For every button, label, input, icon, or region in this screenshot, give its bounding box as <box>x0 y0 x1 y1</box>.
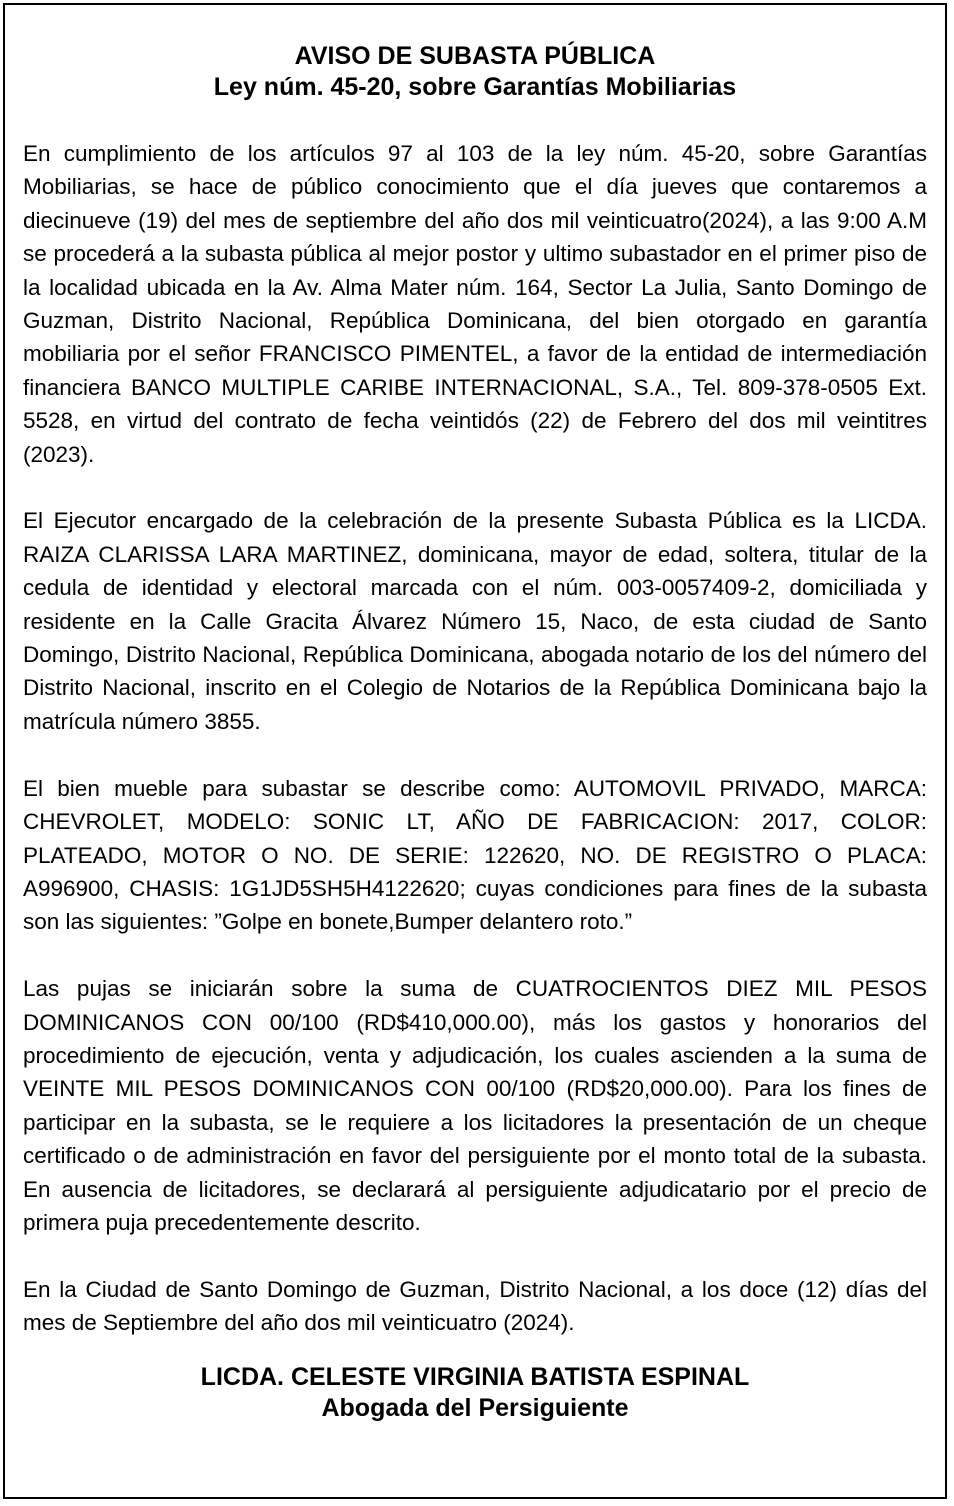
paragraph-vehicle-description: El bien mueble para subastar se describe como: AUTOMOVIL PRIVADO, MARCA: CHEVROLET, MODELO: SONIC LT, AÑO DE FABRICACION: 2017, COLOR: PLATEADO, MOTOR O NO. DE SERIE: 122620, NO. DE REGISTRO O PLACA: A996900, CHASIS: 1G1JD5SH5H4122620; cuyas condiciones para fines de la subasta son las siguientes: ”Golpe en bonete,Bumper delantero roto.” <box>23 775 927 935</box>
notice-subtitle: Ley núm. 45-20, sobre Garantías Mobiliarias <box>213 73 737 101</box>
paragraph-bidding-terms: Las pujas se iniciarán sobre la suma de CUATROCIENTOS DIEZ MIL PESOS DOMINICANOS CON 00/100 (RD$410,000.00), más los gastos y honorarios del procedimiento de ejecución, venta y adjudicación, los cuales ascienden a la suma de VEINTE MIL PESOS DOMINICANOS CON 00/100 (RD$20,000.00). Para los fines de participar en la subasta, se le requiere a los licitadores la presentación de un cheque certificado o de administración en favor del persiguiente por el monto total de la subasta. En ausencia de licitadores, se declarará al persiguiente adjudicatario por el precio de primera puja precedentemente descrito. <box>23 976 927 1235</box>
notice-title: AVISO DE SUBASTA PÚBLICA <box>294 42 656 70</box>
paragraph-auction-announcement: En cumplimiento de los artículos 97 al 103 de la ley núm. 45-20, sobre Garantías Mobiliarias, se hace de público conocimiento que el día jueves que contaremos a diecinueve (19) del mes de septiembre del año dos mil veinticuatro(2024), a las 9:00 A.M se procederá a la subasta pública al mejor postor y ultimo subastador en el primer piso de la localidad ubicada en la Av. Alma Mater núm. 164, Sector La Julia, Santo Domingo de Guzman, Distrito Nacional, República Dominicana, del bien otorgado en garantía mobiliaria por el señor FRANCISCO PIMENTEL, a favor de la entidad de intermediación financiera BANCO MULTIPLE CARIBE INTERNACIONAL, S.A., Tel. 809-378-0505 Ext. 5528, en virtud del contrato de fecha veintidós (22) de Febrero del dos mil veintitres (2023). <box>23 141 927 467</box>
notice-frame <box>3 3 947 1499</box>
signature-role: Abogada del Persiguiente <box>321 1393 629 1422</box>
paragraph-place-date: En la Ciudad de Santo Domingo de Guzman, Distrito Nacional, a los doce (12) días del mes de Septiembre del año dos mil veinticuatro (2024). <box>23 1276 927 1336</box>
signature-name: LICDA. CELESTE VIRGINIA BATISTA ESPINAL <box>200 1362 750 1391</box>
notice-content <box>23 41 927 1424</box>
paragraph-executor: El Ejecutor encargado de la celebración de la presente Subasta Pública es la LICDA. RAIZA CLARISSA LARA MARTINEZ, dominicana, mayor de edad, soltera, titular de la cedula de identidad y electoral marcada con el núm. 003-0057409-2, domiciliada y residente en la Calle Gracita Álvarez Número 15, Naco, de esta ciudad de Santo Domingo, Distrito Nacional, República Dominicana, abogada notario de los del número del Distrito Nacional, inscrito en el Colegio de Notarios de la República Dominicana bajo la matrícula número 3855. <box>23 508 927 734</box>
